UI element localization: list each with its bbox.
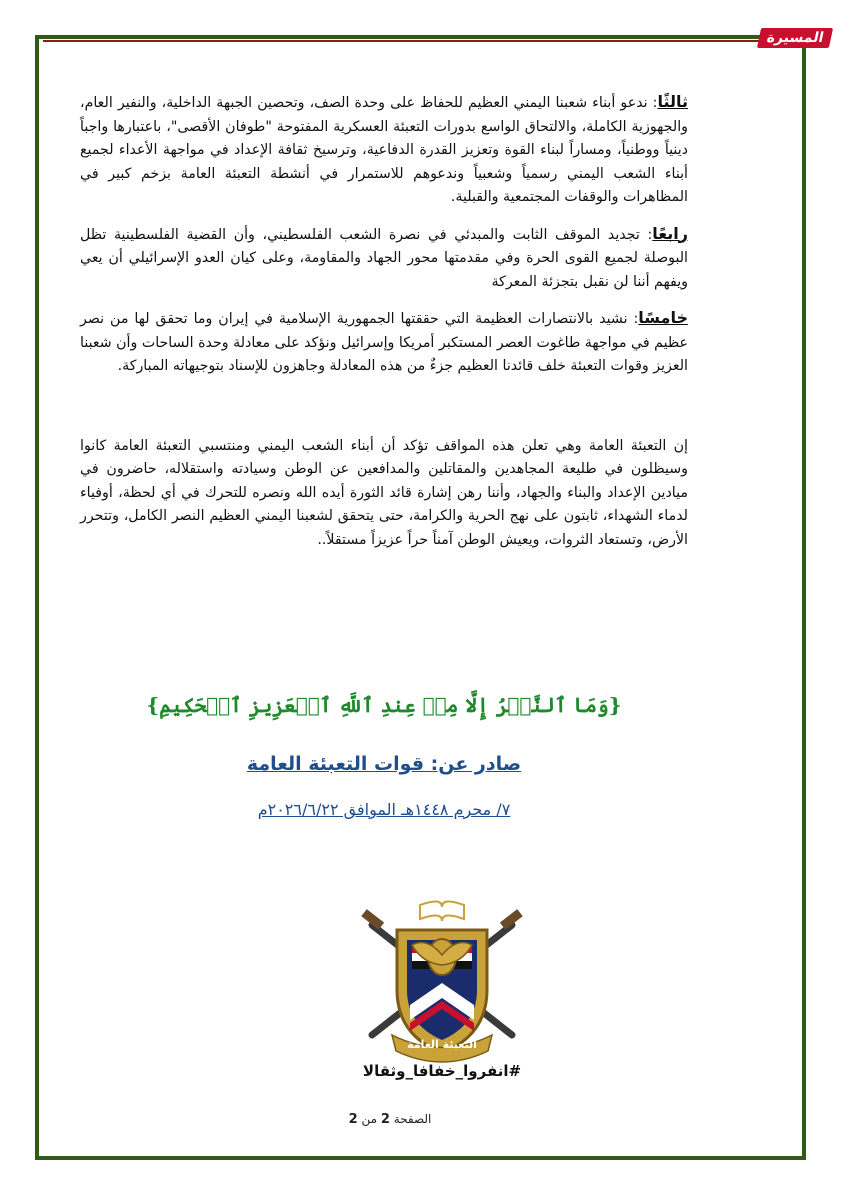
- paragraph-text: : ندعو أبناء شعبنا اليمني العظيم للحفاظ على وحدة الصف، وتحصين الجبهة الداخلية، والنفير العام، والجهوزية الكاملة، والالتحاق الواسع بدورات التعبئة العسكرية المفتوحة "طوفان الأقصى"، باعتبارها واجباً دينياً ووطنياً، ومساراً لبناء القوة وتعزيز القدرة الدفاعية، وترسيخ ثقافة الإعداد في مواجهة الأعداء لجميع أبناء الشعب اليمني رسمياً وشعبياً وندعوهم للاستمرار في أنشطة التعبئة العامة بزخم كبير في المظاهرات والوقفات المجتمعية والقبلية.: [80, 95, 688, 205]
- footer-page: 2: [380, 1112, 390, 1127]
- paragraph-lead: ثالثًا: [657, 92, 688, 111]
- paragraph-text: : نشيد بالانتصارات العظيمة التي حققتها الجمهورية الإسلامية في إيران وما تحقق لها من نصر عظيم في مواجهة طاغوت العصر المستكبر أمريكا وإسرائيل ونؤكد على معادلة وحدة الساحات وأن شعبنا العزيز وقوات التعبئة خلف قائدنا العظيم جزءٌ من هذه المعادلة وجاهزون للإسناد بتوجيهاته المباركة.: [80, 311, 688, 374]
- quran-verse: {وَمَا ٱلنَّصۡرُ إِلَّا مِنۡ عِندِ ٱللَّهِ ٱلۡعَزِيزِ ٱلۡحَكِيمِ}: [146, 693, 622, 717]
- issued-by-text: صادر عن: قوات التعبئة العامة: [246, 753, 522, 775]
- emblem-banner-text: التعبئة العامة: [407, 1038, 477, 1051]
- paragraph-fourth: [80, 222, 688, 295]
- paragraph-fifth: [80, 306, 688, 379]
- paragraph-text: : تجديد الموقف الثابت والمبدئي في نصرة الشعب الفلسطيني، وأن القضية الفلسطينية تظل البوصلة لجميع القوى الحرة وفي مقدمتها محور الجهاد والمقاومة، وعلى كيان العدو الإسرائيلي أن يعي ويفهم أننا لن نقبل بتجزئة المعركة: [80, 226, 688, 290]
- footer-of: من: [361, 1112, 378, 1126]
- footer-prefix: الصفحة: [393, 1112, 432, 1126]
- footer-total: 2: [348, 1112, 358, 1127]
- closing-paragraph: إن التعبئة العامة وهي تعلن هذه المواقف تؤكد أن أبناء الشعب اليمني ومنتسبي التعبئة العامة كانوا وسيظلون في طليعة المجاهدين والمقاتلين والمدافعين عن الوطن وسيادته واستقلاله، حاضرون في ميادين الإعداد والبناء والجهاد، وأننا رهن إشارة قائد الثورة أيده الله ونصره للتحرك في أي لحظة، أوفياء لدماء الشهداء، ثابتون على نهج الحرية والكرامة، حتى يتحقق لشعبنا اليمني العظيم النصر الكامل، وتتحرر الأرض، وتستعاد الثروات، ويعيش الوطن آمناً حراً عزيزاً مستقلاً..: [80, 437, 688, 548]
- paragraph-lead: رابعًا: [652, 223, 688, 243]
- document-body: [80, 90, 688, 564]
- header-rule: [43, 40, 826, 42]
- page-footer: [280, 1112, 500, 1127]
- almasirah-logo: المسيرة: [756, 28, 833, 48]
- paragraph-third: [80, 90, 688, 210]
- document-date: [80, 800, 688, 819]
- paragraph-lead: خامسًا: [638, 308, 688, 327]
- hashtag: #انفروا_خفافا_وثقالا: [362, 1062, 522, 1080]
- date-text: ٧/ محرم ١٤٤٨هـ الموافق ٢٠٢٦/٦/٢٢م: [257, 800, 511, 819]
- issued-by: [80, 753, 688, 775]
